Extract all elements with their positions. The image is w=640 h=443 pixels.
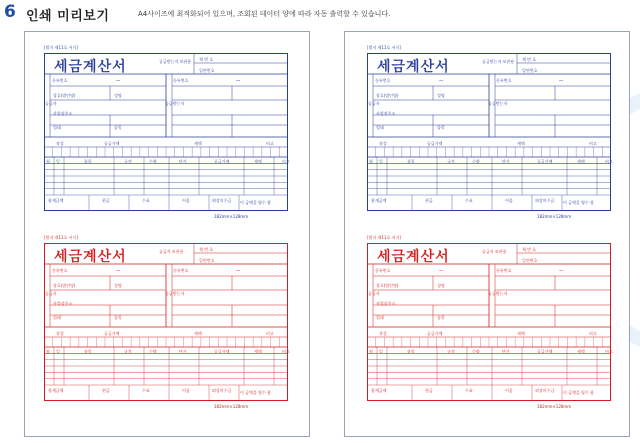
- column-header: 공급가액: [214, 159, 230, 164]
- form-caption: [별지 제11호 서식]: [44, 45, 78, 50]
- receipt-text: 이 금액을 영수 함: [563, 200, 594, 205]
- form-grid: [44, 53, 288, 211]
- date-label: 작성: [56, 141, 64, 146]
- book-no-label: 책 번 호: [199, 57, 214, 62]
- name-label: 성명: [114, 283, 122, 288]
- column-header: 수량: [472, 349, 480, 354]
- item-label: 종목: [114, 315, 122, 320]
- totals-label: 현금: [102, 198, 110, 203]
- column-header: 규격: [447, 159, 455, 164]
- invoice-title: 세금계산서: [54, 59, 127, 75]
- receipt-text: 이 금액을 영수 함: [240, 390, 271, 395]
- totals-label: 합계금액: [371, 198, 387, 203]
- column-header: 수량: [472, 159, 480, 164]
- column-header: 일: [379, 159, 383, 164]
- supplier-label: 공급자: [45, 291, 57, 296]
- totals-label: 수표: [142, 388, 150, 393]
- reg-no-label: 등록번호: [375, 268, 391, 273]
- totals-label: 외상미수금: [535, 388, 555, 393]
- date-label: 작성: [56, 331, 64, 336]
- company-label: 상호(법인명): [376, 93, 399, 98]
- buyer-label: 공급받는자: [488, 291, 508, 296]
- buyer-label: 공급받는자: [165, 101, 185, 106]
- column-header: 규격: [447, 349, 455, 354]
- column-header: 월: [46, 349, 50, 354]
- totals-label: 어음: [182, 198, 190, 203]
- item-label: 종목: [437, 125, 445, 130]
- column-header: 세액: [577, 349, 585, 354]
- reg-dash-buyer: --: [559, 267, 564, 274]
- item-label: 종목: [114, 125, 122, 130]
- company-label: 상호(법인명): [53, 283, 76, 288]
- reg-no-label-buyer: 등록번호: [173, 78, 189, 83]
- paper-size: 182mm×128mm: [537, 404, 572, 409]
- column-header: 월: [369, 349, 373, 354]
- paper-size: 182mm×128mm: [214, 214, 249, 219]
- totals-label: 현금: [425, 388, 433, 393]
- reg-no-label-buyer: 등록번호: [496, 268, 512, 273]
- form-caption: [별지 제11호 서식]: [367, 45, 401, 50]
- tax-label: 세액: [194, 331, 202, 336]
- column-header: 일: [379, 349, 383, 354]
- reg-no-label-buyer: 등록번호: [496, 78, 512, 83]
- tax-label: 세액: [194, 141, 202, 146]
- serial-label: 일련번호: [522, 258, 538, 263]
- column-header: 공급가액: [214, 349, 230, 354]
- column-header: 비고: [605, 159, 613, 164]
- supplier-label: 공급자: [368, 101, 380, 106]
- totals-label: 수표: [465, 198, 473, 203]
- tax-invoice-right-red: [367, 235, 613, 409]
- remarks-label: 비고: [266, 331, 274, 336]
- remarks-label: 비고: [266, 141, 274, 146]
- column-header: 일: [56, 159, 60, 164]
- tax-label: 세액: [517, 141, 525, 146]
- column-header: 세액: [254, 349, 262, 354]
- supply-value-label: 공급가액: [104, 141, 120, 146]
- serial-label: 일련번호: [199, 68, 215, 73]
- paper-size: 182mm×128mm: [537, 214, 572, 219]
- copy-type: 공급자 보관용: [159, 249, 184, 254]
- form-grid: [367, 53, 611, 211]
- company-label: 상호(법인명): [53, 93, 76, 98]
- serial-label: 일련번호: [199, 258, 215, 263]
- section-description: A4사이즈에 최적화되어 있으며, 조회된 데이터 양에 따라 자동 출력할 수 있습니다.: [138, 10, 391, 18]
- reg-dash-buyer: --: [559, 77, 564, 84]
- column-header: 일: [56, 349, 60, 354]
- book-no-label: 책 번 호: [522, 247, 537, 252]
- tax-label: 세액: [517, 331, 525, 336]
- name-label: 성명: [437, 93, 445, 98]
- column-header: 품목: [407, 159, 415, 164]
- supplier-label: 공급자: [45, 101, 57, 106]
- totals-label: 어음: [182, 388, 190, 393]
- date-label: 작성: [379, 331, 387, 336]
- totals-label: 외상미수금: [535, 198, 555, 203]
- reg-dash: --: [439, 267, 444, 274]
- reg-dash: --: [439, 77, 444, 84]
- invoice-title: 세금계산서: [54, 249, 127, 265]
- address-label: 사업장주소: [376, 111, 396, 116]
- column-header: 세액: [577, 159, 585, 164]
- invoice-title: 세금계산서: [377, 249, 450, 265]
- totals-label: 현금: [425, 198, 433, 203]
- supplier-label: 공급자: [368, 291, 380, 296]
- section-title: 인쇄 미리보기: [26, 9, 110, 24]
- totals-label: 합계금액: [48, 198, 64, 203]
- biz-type-label: 업태: [376, 315, 384, 320]
- form-caption: [별지 제11호 서식]: [44, 235, 78, 240]
- invoice-title: 세금계산서: [377, 59, 450, 75]
- date-label: 작성: [379, 141, 387, 146]
- copy-type: 공급받는자 보관용: [159, 59, 192, 64]
- tax-invoice-right-blue: [367, 45, 613, 219]
- copy-type: 공급자 보관용: [482, 249, 507, 254]
- column-header: 단가: [179, 159, 187, 164]
- column-header: 규격: [124, 349, 132, 354]
- totals-label: 수표: [465, 388, 473, 393]
- column-header: 단가: [179, 349, 187, 354]
- remarks-label: 비고: [589, 141, 597, 146]
- totals-label: 합계금액: [48, 388, 64, 393]
- book-no-label: 책 번 호: [522, 57, 537, 62]
- form-grid: [44, 243, 288, 401]
- reg-no-label-buyer: 등록번호: [173, 268, 189, 273]
- book-no-label: 책 번 호: [199, 247, 214, 252]
- totals-label: 수표: [142, 198, 150, 203]
- buyer-label: 공급받는자: [488, 101, 508, 106]
- column-header: 비고: [282, 159, 290, 164]
- totals-label: 합계금액: [371, 388, 387, 393]
- item-label: 종목: [437, 315, 445, 320]
- column-header: 품목: [407, 349, 415, 354]
- address-label: 사업장주소: [376, 301, 396, 306]
- address-label: 사업장주소: [53, 111, 73, 116]
- reg-no-label: 등록번호: [52, 78, 68, 83]
- form-grid: [367, 243, 611, 401]
- tax-invoice-left-blue: [44, 45, 290, 219]
- supply-value-label: 공급가액: [104, 331, 120, 336]
- remarks-label: 비고: [589, 331, 597, 336]
- reg-dash-buyer: --: [236, 77, 241, 84]
- supply-value-label: 공급가액: [427, 331, 443, 336]
- totals-label: 외상미수금: [212, 388, 232, 393]
- page-header: [0, 0, 640, 26]
- reg-no-label: 등록번호: [52, 268, 68, 273]
- tax-invoice-left-red: [44, 235, 290, 409]
- totals-label: 어음: [505, 388, 513, 393]
- serial-label: 일련번호: [522, 68, 538, 73]
- column-header: 비고: [282, 349, 290, 354]
- name-label: 성명: [114, 93, 122, 98]
- totals-label: 현금: [102, 388, 110, 393]
- column-header: 월: [369, 159, 373, 164]
- name-label: 성명: [437, 283, 445, 288]
- totals-label: 외상미수금: [212, 198, 232, 203]
- column-header: 품목: [84, 159, 92, 164]
- reg-dash-buyer: --: [236, 267, 241, 274]
- reg-no-label: 등록번호: [375, 78, 391, 83]
- column-header: 수량: [149, 349, 157, 354]
- column-header: 수량: [149, 159, 157, 164]
- company-label: 상호(법인명): [376, 283, 399, 288]
- column-header: 비고: [605, 349, 613, 354]
- column-header: 공급가액: [537, 349, 553, 354]
- column-header: 세액: [254, 159, 262, 164]
- copy-type: 공급받는자 보관용: [482, 59, 515, 64]
- reg-dash: --: [116, 267, 121, 274]
- column-header: 월: [46, 159, 50, 164]
- biz-type-label: 업태: [376, 125, 384, 130]
- section-number: 6: [4, 2, 16, 22]
- receipt-text: 이 금액을 영수 함: [563, 390, 594, 395]
- biz-type-label: 업태: [53, 315, 61, 320]
- column-header: 공급가액: [537, 159, 553, 164]
- column-header: 규격: [124, 159, 132, 164]
- supply-value-label: 공급가액: [427, 141, 443, 146]
- receipt-text: 이 금액을 영수 함: [240, 200, 271, 205]
- address-label: 사업장주소: [53, 301, 73, 306]
- column-header: 단가: [502, 349, 510, 354]
- paper-size: 182mm×128mm: [214, 404, 249, 409]
- buyer-label: 공급받는자: [165, 291, 185, 296]
- biz-type-label: 업태: [53, 125, 61, 130]
- reg-dash: --: [116, 77, 121, 84]
- column-header: 품목: [84, 349, 92, 354]
- form-caption: [별지 제11호 서식]: [367, 235, 401, 240]
- column-header: 단가: [502, 159, 510, 164]
- totals-label: 어음: [505, 198, 513, 203]
